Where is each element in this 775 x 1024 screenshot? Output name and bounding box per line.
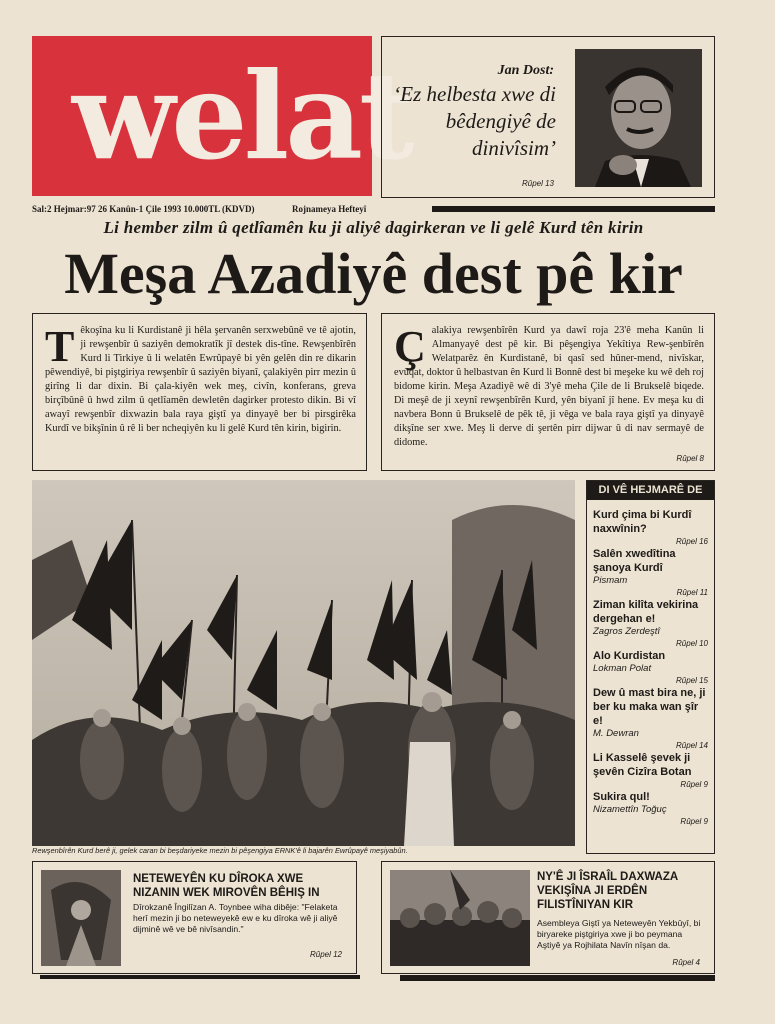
feature-quote: ‘Ez helbesta xwe di bêdengiyê de dinivîsim’ [393,82,556,160]
toc-item[interactable] [587,686,714,751]
newspaper-logo: welat [72,46,411,187]
toc-item[interactable] [587,547,714,598]
toc-item-title: Kurd çima bi Kurdî naxwînin? [593,509,692,535]
masthead [32,36,411,196]
issue-info-bar [32,203,715,217]
march-photo-image [32,480,575,846]
paper-type: Rojnameya Hefteyî [292,204,367,214]
toc-item-title: Dew û mast bira ne, ji ber ku maka wan şîr e! [593,687,706,727]
toc-item[interactable] [587,649,714,686]
toc-item[interactable] [587,598,714,649]
teaser-page-ref: Rûpel 4 [672,958,700,967]
article-right [381,313,715,471]
toc-item-title: Ziman kilîta vekirina dergehan e! [593,599,699,625]
article-right-text: alakiya rewşenbîrên Kurd ya dawî roja 23'ê meha Kanûn li Almanyayê dest pê kir. Bi pêşengiya Yekîtiya Rew-şenbîrên Welatparêz ên Kurdistanê, bi qasî sed hûner-mend, nivîskar, evûqat, doktor û helbastvan ên Kurd li Bonnê dest bi meşeke ku wê deh roj bidome kirin. Meşa Azadiyê wê di 3'yê meha Çile de li Brukselê biqede. Di meşê de ji xeynî rewşenbîrên Kurd, yên biyanî jî hene. Ev meşa ku di navbera Bonn û Brukselê de pêk tê, ji vêga ve bala raya giştî ya dinyayê dikşîne ser xwe. Meş li derve di şertên pirr dijwar û di nav sermayê de didome. [394,325,704,448]
subheadline: Li hember zilm û qetlîamên ku ji aliyê dagirkeran ve li gelê Kurd tên kirin [103,218,644,237]
teaser-body: Asembleya Giştî ya Neteweyên Yekbûyî, bi biryareke piştgiriya xwe ji bo peymana Aştiyê ya Rojhilata Navîn nîşan da. [537,918,701,950]
toc-item[interactable] [587,751,714,790]
toc-item-author: Zagros Zerdeştî [593,626,661,637]
toc-item-title: Salên xwedîtina şanoya Kurdî [593,548,676,574]
feature-author: Jan Dost: [497,63,554,78]
march-photo [32,480,575,846]
teaser-title: NY'Ê JI ÎSRAÎL DAXWAZA VEKIŞÎNA JI ERDÊN FILISTÎNIYAN KIR [537,871,678,911]
toc-item-author: Nizamettîn Toğuç [593,804,667,815]
drop-cap: Ç [394,322,426,371]
author-portrait-photo [575,49,702,187]
toc-item[interactable] [587,790,714,827]
article-left [32,313,367,471]
toc-item-title: Li Kasselê şevek ji şevên Cizîra Botan [593,752,692,778]
toc-item-page: Rûpel 9 [680,780,708,789]
toc-item-page: Rûpel 15 [675,676,708,685]
photo-caption: Rewşenbîrên Kurd berê ji, gelek caran bi beşdariyeke mezin bi pêşengiya ERNK'ê li bajarên Ewrûpayê meşiyabûn. [32,846,408,855]
toc-item-page: Rûpel 16 [675,537,708,546]
main-headline: Meşa Azadiyê dest pê kir [64,241,683,306]
feature-quote-box[interactable] [381,36,715,198]
box-shadow-rule [400,975,715,981]
toc-item-author: Lokman Polat [593,663,652,674]
issue-details: Sal:2 Hejmar:97 26 Kanûn-1 Çile 1993 10.000TL (KDVD) [32,204,255,214]
table-of-contents [586,480,715,854]
teaser-title: NETEWEYÊN KU DÎROKA XWE NIZANIN WEK MIROVÊN BÊHIŞ IN [133,873,320,899]
toc-item[interactable] [587,508,714,547]
toc-item-page: Rûpel 10 [675,639,708,648]
toc-item-author: M. Dewran [593,728,639,739]
teaser-page-ref: Rûpel 12 [309,950,342,959]
toc-item-title: Sukira qul! [593,791,650,803]
teaser-box-history[interactable] [32,861,357,974]
toc-item-page: Rûpel 9 [680,817,708,826]
portrait-image [575,49,702,187]
box-shadow-rule [40,975,360,979]
toc-item-page: Rûpel 11 [676,588,708,597]
article-page-ref: Rûpel 8 [676,454,704,463]
toc-item-page: Rûpel 14 [675,741,708,750]
divider-bar [432,206,715,212]
drop-cap: T [45,322,75,371]
toc-heading: DI VÊ HEJMARÊ DE [587,481,714,500]
teaser-box-un[interactable] [381,861,715,974]
teaser-body: Dîrokzanê Îngilîzan A. Toynbee wiha dibêje: "Felaketa herî mezin ji bo neteweyekê ew e ku dîroka wê ji aliyê dijminê wê ve bê nivîsandin." [133,902,338,934]
feature-page-ref: Rûpel 13 [521,179,554,188]
teaser-image [390,870,530,966]
toc-item-title: Alo Kurdistan [593,650,666,662]
teaser-image [41,870,121,966]
article-left-text: êkoşîna ku li Kurdistanê ji hêla şervanên serxwebûnê ve tê ajotin, ji rewşenbîr û saziyên demokratîk jî destek dis-tîne. Rewşenbîrên Kurd li Tirkiye û li welatên Ewrûpayê bi yên gelên din re dikarin pêwendiyê, bi piştgiriya rewşenbîr û saziyên biyanî, çalakiyên pirr mezin û girîng li dar dixin. Bi çala-kiyên wek meş, civîn, konferans, greva birçîbûnê û hwd zilm û qetlîamên dewletên dagirker protesto dikin. Bi vî awayî rewşenbîr dixwazin bala raya giştî ya dinyayê ber bi pirsgirêka Kurdî ve bikşînin û rê li ber ncheqiyên ku li gelê Kurd tên kirin, bigirin. [45,325,356,434]
toc-item-author: Pismam [593,575,628,586]
